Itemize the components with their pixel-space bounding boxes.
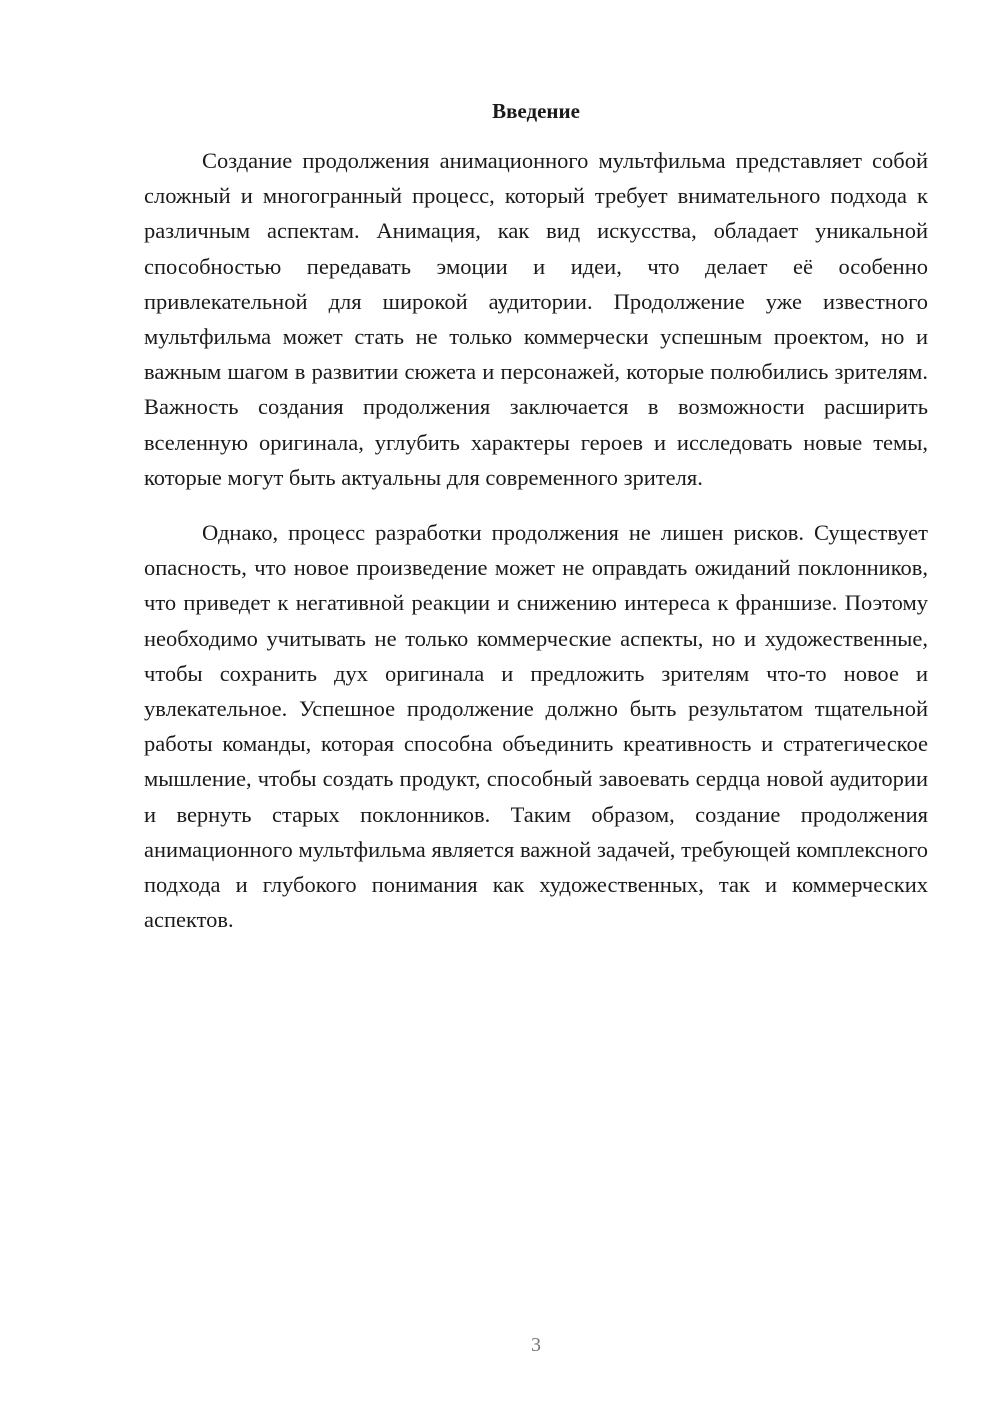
section-heading: Введение [492,99,580,123]
paragraph-2: Однако, процесс разработки продолжения не лишен рисков. Существует опасность, что новое произведение может не оправдать ожиданий поклонников, что приведет к негативной реакции и снижению интереса к франшизе. Поэтому необходимо учитывать не только коммерческие аспекты, но и художественные, чтобы сохранить дух оригинала и предложить зрителям что-то новое и увлекательное. Успешное продолжение должно быть результатом тщательной работы команды, которая способна объединить креативность и стратегическое мышление, чтобы создать продукт, способный завоевать сердца новой аудитории и вернуть старых поклонников. Таким образом, создание продолжения анимационного мультфильма является важной задачей, требующей комплексного подхода и глубокого понимания как художественных, так и коммерческих аспектов. [144,520,928,933]
page-number: 3 [531,1334,541,1356]
body-text [144,143,928,937]
paragraph-1: Создание продолжения анимационного мультфильма представляет собой сложный и многогранный процесс, который требует внимательного подхода к различным аспектам. Анимация, как вид искусства, обладает уникальной способностью передавать эмоции и идеи, что делает её особенно привлекательной для широкой аудитории. Продолжение уже известного мультфильма может стать не только коммерчески успешным проектом, но и важным шагом в развитии сюжета и персонажей, которые полюбились зрителям. Важность создания продолжения заключается в возможности расширить вселенную оригинала, углубить характеры героев и исследовать новые темы, которые могут быть актуальны для современного зрителя. [144,148,928,490]
